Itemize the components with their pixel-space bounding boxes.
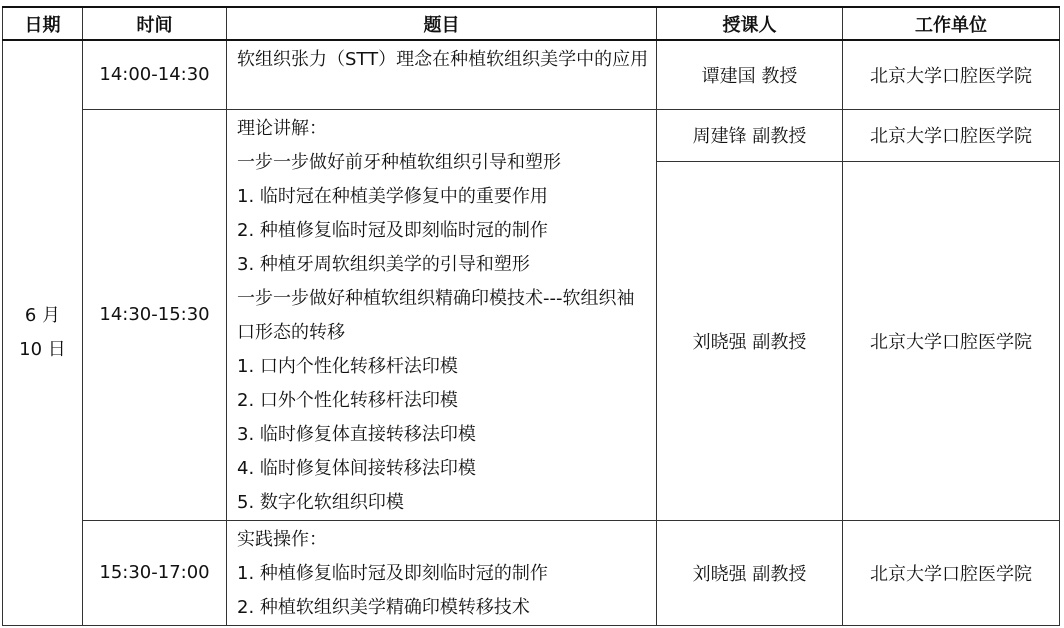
header-topic: 题目 — [227, 7, 657, 40]
time-cell: 14:30-15:30 — [83, 109, 227, 520]
lecturer-cell: 谭建国 教授 — [657, 40, 843, 109]
topic-line: 4. 临时修复体间接转移法印模 — [237, 457, 476, 479]
table-row — [3, 520, 1060, 625]
topic-line: 1. 口内个性化转移杆法印模 — [237, 355, 458, 377]
topic-line: 3. 种植牙周软组织美学的引导和塑形 — [237, 253, 530, 275]
lecturer-cell: 刘晓强 副教授 — [657, 520, 843, 625]
topic-line: 5. 数字化软组织印模 — [237, 491, 404, 513]
header-lecturer: 授课人 — [657, 7, 843, 40]
topic-cell — [227, 109, 657, 520]
topic-line: 理论讲解： — [237, 117, 327, 139]
unit-cell: 北京大学口腔医学院 — [843, 161, 1060, 520]
table-row — [3, 109, 1060, 161]
header-unit: 工作单位 — [843, 7, 1060, 40]
time-cell: 14:00-14:30 — [83, 40, 227, 109]
topic-line: 3. 临时修复体直接转移法印模 — [237, 423, 476, 445]
topic-line: 2. 种植软组织美学精确印模转移技术 — [237, 596, 530, 618]
time-cell: 15:30-17:00 — [83, 520, 227, 625]
topic-cell — [227, 520, 657, 625]
header-date: 日期 — [3, 7, 83, 40]
topic-cell — [227, 40, 657, 109]
topic-line: 一步一步做好前牙种植软组织引导和塑形 — [237, 151, 561, 173]
table-row — [3, 40, 1060, 109]
schedule-table — [2, 6, 1060, 626]
unit-cell: 北京大学口腔医学院 — [843, 109, 1060, 161]
header-time: 时间 — [83, 7, 227, 40]
lecturer-cell: 刘晓强 副教授 — [657, 161, 843, 520]
date-cell — [3, 40, 83, 625]
topic-line: 实践操作： — [237, 528, 327, 550]
unit-cell: 北京大学口腔医学院 — [843, 40, 1060, 109]
topic-line: 2. 种植修复临时冠及即刻临时冠的制作 — [237, 219, 548, 241]
topic-line: 1. 种植修复临时冠及即刻临时冠的制作 — [237, 562, 548, 584]
lecturer-cell: 周建锋 副教授 — [657, 109, 843, 161]
date-day: 10 日 — [19, 338, 66, 360]
topic-line: 2. 口外个性化转移杆法印模 — [237, 389, 458, 411]
header-row — [3, 7, 1060, 40]
topic-line: 1. 临时冠在种植美学修复中的重要作用 — [237, 185, 548, 207]
topic-line: 软组织张力（STT）理念在种植软组织美学中的应用 — [237, 49, 649, 70]
unit-cell: 北京大学口腔医学院 — [843, 520, 1060, 625]
date-month: 6 月 — [24, 304, 61, 326]
topic-line: 一步一步做好种植软组织精确印模技术---软组织袖口形态的转移 — [237, 287, 635, 343]
